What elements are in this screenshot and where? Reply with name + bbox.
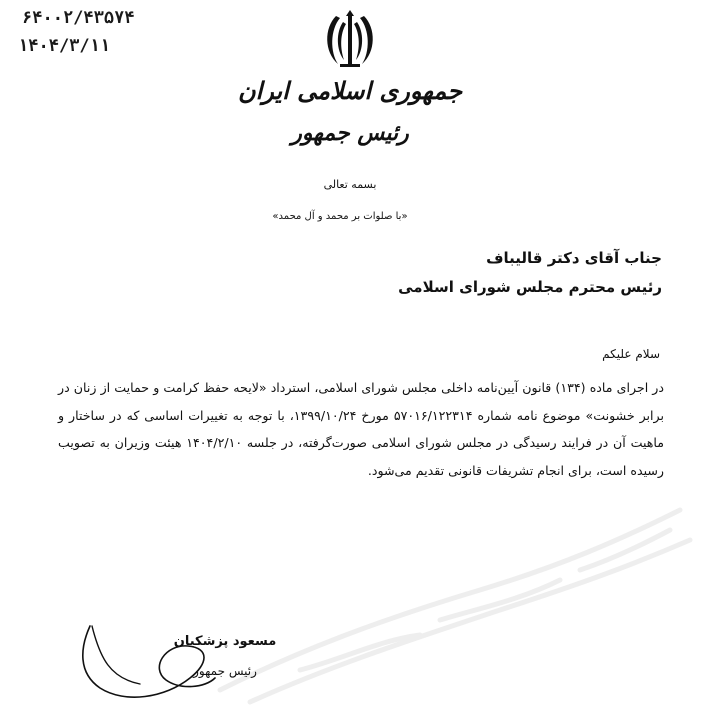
recipient-name: جناب آقای دکتر قالیباف bbox=[486, 249, 662, 267]
recipient-title: رئیس محترم مجلس شورای اسلامی bbox=[398, 278, 662, 296]
iran-emblem-icon bbox=[316, 8, 384, 70]
reference-number: ۶۴۰۰۲/۴۳۵۷۴ bbox=[22, 8, 135, 28]
salawat: «با صلوات بر محمد و آل محمد» bbox=[272, 211, 408, 222]
letter-body: در اجرای ماده (۱۳۴) قانون آیین‌نامه داخلی مجلس شورای اسلامی، استرداد «لایحه حفظ کرامت و حمایت از زنان در برابر خشونت» موضوع نامه شماره ۵۷۰۱۶/۱۲۲۳۱۴ مورخ ۱۳۹۹/۱۰/۲۴، با توجه به تغییرات اساسی که در ساختار و ماهیت آن در فرایند رسیدگی در مجلس شورای اسلامی صورت‌گرفته، در جلسه ۱۴۰۴/۲/۱۰ هیئت وزیران به تصویب رسیده است، برای انجام تشریفات قانونی تقدیم می‌شود. bbox=[58, 380, 664, 478]
bismillah: بسمه تعالی bbox=[323, 178, 377, 191]
letter-date: ۱۴۰۴/۳/۱۱ bbox=[18, 36, 111, 56]
handwritten-signature bbox=[70, 618, 220, 713]
greeting: سلام علیکم bbox=[602, 347, 660, 361]
signer-name: مسعود پزشکیان bbox=[173, 634, 277, 649]
signer-title: رئیس جمهور bbox=[193, 664, 257, 678]
header-office: رئیس جمهور bbox=[291, 120, 409, 146]
header-country: جمهوری اسلامی ایران bbox=[237, 76, 463, 105]
